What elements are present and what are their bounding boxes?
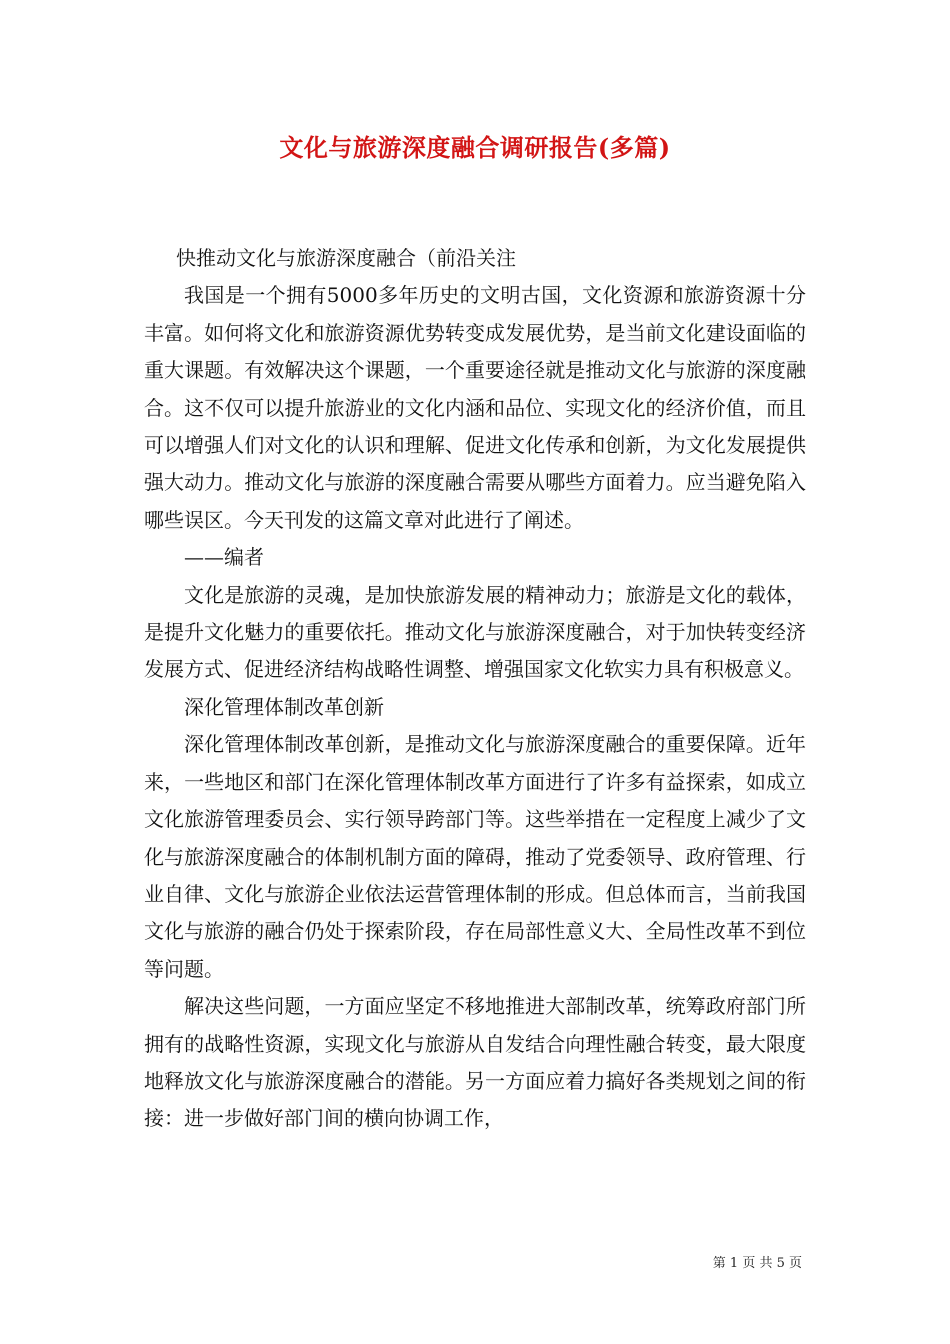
document-body bbox=[144, 240, 806, 1138]
section-heading-management-reform: 深化管理体制改革创新 bbox=[184, 694, 384, 719]
paragraph-editor-signature: ——编者 bbox=[184, 545, 264, 570]
paragraph-heading-intro: 快推动文化与旅游深度融合（前沿关注 bbox=[176, 246, 516, 270]
document-title: 文化与旅游深度融合调研报告(多篇) bbox=[279, 133, 671, 162]
paragraph-management-reform: 深化管理体制改革创新，是推动文化与旅游深度融合的重要保障。近年来，一些地区和部门在深化管理体制改革方面进行了许多有益探索，如成立文化旅游管理委员会、实行领导跨部门等。这些举措在一定程度上减少了文化与旅游深度融合的体制机制方面的障碍，推动了党委领导、政府管理、行业自律、文化与旅游企业依法运营管理体制的形成。但总体而言，当前我国文化与旅游的融合仍处于探索阶段，存在局部性意义大、全局性改革不到位等问题。 bbox=[144, 732, 806, 981]
page-number-footer: 第 1 页 共 5 页 bbox=[712, 1256, 802, 1271]
paragraph-solutions: 解决这些问题，一方面应坚定不移地推进大部制改革，统筹政府部门所拥有的战略性资源，实现文化与旅游从自发结合向理性融合转变，最大限度地释放文化与旅游深度融合的潜能。另一方面应着力搞好各类规划之间的衔接：进一步做好部门间的横向协调工作， bbox=[144, 994, 806, 1131]
paragraph-editor-note: 我国是一个拥有5000多年历史的文明古国，文化资源和旅游资源十分丰富。如何将文化和旅游资源优势转变成发展优势，是当前文化建设面临的重大课题。有效解决这个课题，一个重要途径就是推动文化与旅游的深度融合。这不仅可以提升旅游业的文化内涵和品位、实现文化的经济价值，而且可以增强人们对文化的认识和理解、促进文化传承和创新，为文化发展提供强大动力。推动文化与旅游的深度融合需要从哪些方面着力。应当避免陷入哪些误区。今天刊发的这篇文章对此进行了阐述。 bbox=[144, 283, 806, 532]
paragraph-culture-tourism: 文化是旅游的灵魂，是加快旅游发展的精神动力；旅游是文化的载体，是提升文化魅力的重要依托。推动文化与旅游深度融合，对于加快转变经济发展方式、促进经济结构战略性调整、增强国家文化软实力具有积极意义。 bbox=[144, 582, 806, 682]
